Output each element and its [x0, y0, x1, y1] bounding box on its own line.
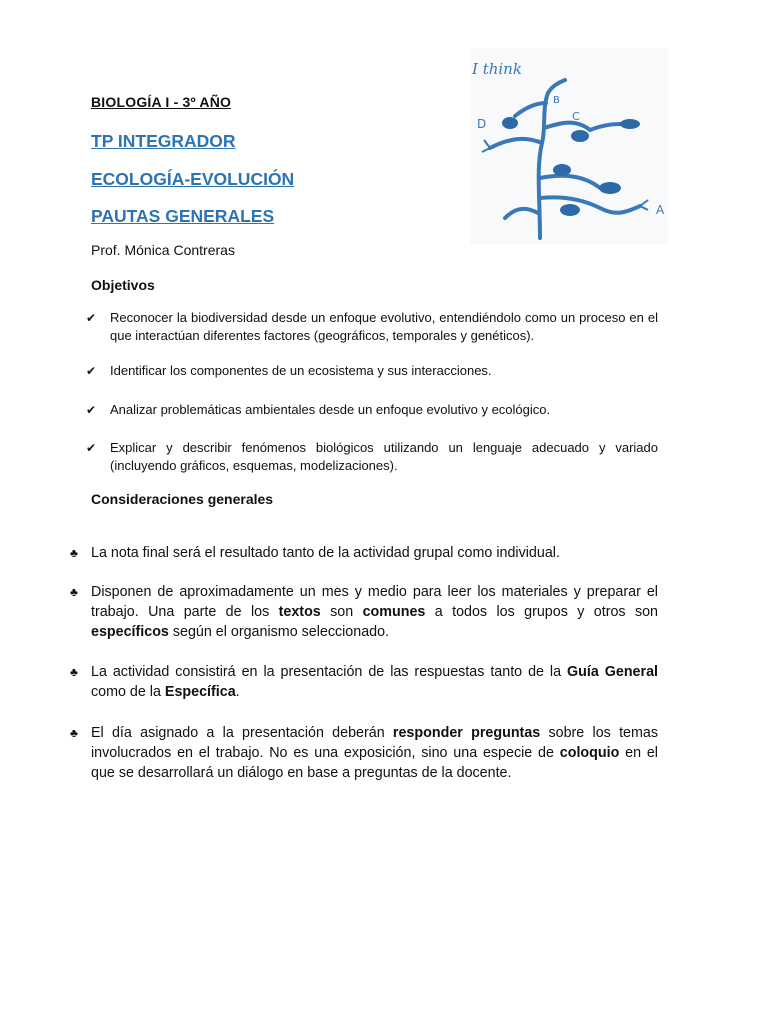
- club-icon: ♣: [70, 665, 78, 679]
- checkmark-icon: ✔: [86, 311, 97, 325]
- document-title-tp: TP INTEGRADOR: [91, 131, 236, 151]
- tree-of-life-drawing: [470, 48, 668, 244]
- document-title-guidelines: PAUTAS GENERALES: [91, 206, 275, 226]
- text-run: sobre los temas involucrados en el trabajo. No es una exposición, sino una especie de: [91, 725, 658, 761]
- text-run: según el organismo seleccionado.: [168, 624, 390, 640]
- text-run: .: [235, 684, 240, 700]
- text-run: en el que se desarrollará un diálogo en base a preguntas de la docente.: [91, 745, 658, 781]
- bold-term: Guía General: [567, 664, 658, 680]
- bold-term: Específica: [164, 684, 236, 700]
- checkmark-icon: ✔: [86, 403, 97, 417]
- objectives-heading: Objetivos: [91, 277, 155, 293]
- objective-item: ✔ Explicar y describir fenómenos biológicos utilizando un lenguaje adecuado y variado (incluyendo gráficos, esquemas, modelizaciones).: [86, 440, 658, 473]
- objective-item: ✔ Identificar los componentes de un ecosistema y sus interacciones.: [86, 363, 492, 378]
- bold-term: comunes: [362, 604, 426, 620]
- handwritten-note: I think: [472, 60, 522, 78]
- checkmark-icon: ✔: [86, 364, 97, 378]
- bold-term: responder preguntas: [392, 725, 541, 741]
- club-icon: ♣: [70, 546, 78, 560]
- consideration-item: [70, 543, 658, 563]
- darwin-tree-illustration: [470, 48, 668, 244]
- text-run: como de la: [91, 684, 165, 700]
- objective-item: ✔ Reconocer la biodiversidad desde un enfoque evolutivo, entendiéndolo como un proceso en el que interactúan diferentes factores (geográficos, temporales y genéticos).: [86, 310, 658, 343]
- consideration-item: [70, 723, 658, 783]
- course-title: BIOLOGÍA I - 3º AÑO: [91, 94, 232, 110]
- bold-term: coloquio: [559, 745, 620, 761]
- club-icon: ♣: [70, 726, 78, 740]
- consideration-item: [70, 582, 658, 642]
- text-run: La nota final será el resultado tanto de la actividad grupal como individual.: [91, 545, 560, 561]
- text-run: Disponen de aproximadamente un mes y medio para leer los materiales y preparar el trabajo. Una parte de los: [91, 584, 658, 620]
- objective-item: ✔ Analizar problemáticas ambientales desde un enfoque evolutivo y ecológico.: [86, 402, 551, 417]
- checkmark-icon: ✔: [86, 441, 97, 455]
- text-run: son: [320, 604, 363, 620]
- tree-label-b: B: [553, 95, 560, 106]
- bold-term: específicos: [91, 624, 169, 640]
- consideration-item: [70, 662, 658, 702]
- considerations-heading: Consideraciones generales: [91, 491, 274, 507]
- professor-name: Prof. Mónica Contreras: [91, 242, 235, 258]
- document-title-topic: ECOLOGÍA-EVOLUCIÓN: [91, 169, 295, 189]
- bold-term: textos: [278, 604, 321, 620]
- tree-label-c: C: [572, 110, 580, 123]
- text-run: La actividad consistirá en la presentación de las respuestas tanto de la: [91, 664, 568, 680]
- club-icon: ♣: [70, 585, 78, 599]
- tree-label-d: D: [477, 117, 487, 131]
- text-run: El día asignado a la presentación deberán: [91, 725, 393, 741]
- text-run: a todos los grupos y otros son: [425, 604, 658, 620]
- tree-label-a: A: [656, 203, 665, 217]
